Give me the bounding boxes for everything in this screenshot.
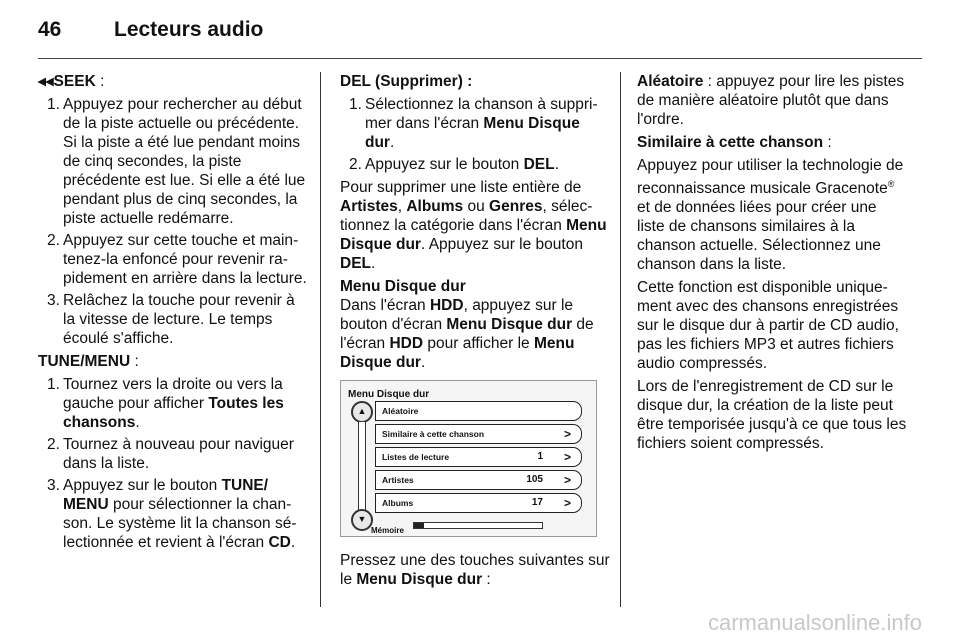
list-item: 1. Appuyez pour rechercher au début de la piste actuelle ou précédente. Si la piste a été lue pendant moins de cinq secondes, la piste précédente est lue. Si elle a été lue pendant plus de cinq secondes, la piste actuelle redémarre. [47,96,306,227]
list-item: 2. Appuyez sur cette touche et maintenez-la enfoncé pour revenir rapidement en arrière dans la lecture. [47,232,307,287]
column-divider-1 [320,72,321,607]
scroll-track [358,421,366,515]
chevron-right-icon: > [563,473,571,487]
header-rule [38,58,922,59]
memory-bar [413,522,543,529]
function-paragraph: Cette fonction est disponible uniquement avec des chansons enregistrées sur le disque dur à partir de CD audio, pas les fichiers MP3 et autres fichiers audio compressés. [637,279,899,373]
seek-heading: ◂◂SEEK : [38,73,105,90]
menu-row-albums: Albums 17 > [375,493,582,513]
list-item: 2. Appuyez sur le bouton DEL. [349,156,559,173]
delete-list-paragraph: Pour supprimer une liste entière de Artistes, Albums ou Genres, sélectionnez la catégorie dans l'écran Menu Disque dur. Appuyez sur le bouton DEL. [340,179,607,272]
menu-paragraph: Dans l'écran HDD, appuyez sur le bouton d'écran Menu Disque dur de l'écran HDD pour afficher le Menu Disque dur. [340,297,594,371]
del-list [340,95,610,174]
list-item: 1. Tournez vers la droite ou vers la gauche pour afficher Toutes les chansons. [47,376,284,431]
memory-bar-fill [414,523,424,528]
similar-heading: Similaire à cette chanson : [637,134,832,151]
scroll-down-icon: ▼ [351,509,373,531]
column-divider-2 [620,72,621,607]
page-header [38,18,263,42]
column-1 [38,72,308,556]
del-heading: DEL (Supprimer) : [340,73,473,90]
tune-list [38,375,308,552]
watermark: carmanualsonline.info [707,610,922,635]
press-paragraph: Pressez une des touches suivantes sur le Menu Disque dur : [340,552,610,588]
menu-heading: Menu Disque dur [340,278,466,295]
column-3 [637,72,907,457]
memory-label: Mémoire [371,526,404,535]
page-number: 46 [38,18,62,41]
menu-row-artists: Artistes 105 > [375,470,582,490]
chevron-right-icon: > [563,427,571,441]
chevron-right-icon: > [563,496,571,510]
similar-paragraph: Appuyez pour utiliser la technologie de reconnaissance musicale Gracenote® et de données liées pour créer une liste de chansons similaires à la chanson actuelle. Sélectionnez une chanson dans la liste. [637,157,904,274]
list-item: 2. Tournez à nouveau pour naviguer dans la liste. [47,436,294,472]
recording-paragraph: Lors de l'enregistrement de CD sur le disque dur, la création de la liste peut être temporisée jusqu'à ce que tous les fichiers soient compressés. [637,378,907,453]
list-item: 3. Relâchez la touche pour revenir à la vitesse de lecture. Le temps écoulé s'affiche. [47,292,295,347]
menu-row-random: Aléatoire [375,401,582,421]
list-item: 1. Sélectionnez la chanson à supprimer dans l'écran Menu Disque dur. [349,96,598,151]
column-2 [340,72,610,593]
chevron-right-icon: > [563,450,571,464]
menu-row-playlists: Listes de lecture 1 > [375,447,582,467]
screen-title: Menu Disque dur [348,389,430,400]
hdd-menu-screenshot [340,380,597,537]
random-paragraph: Aléatoire : appuyez pour lire les pistes de manière aléatoire plutôt que dans l'ordre. [637,73,905,128]
seek-list [38,95,308,348]
page-title: Lecteurs audio [114,18,264,41]
scroll-up-icon: ▲ [351,401,373,423]
menu-row-similar: Similaire à cette chanson > [375,424,582,444]
tune-heading: TUNE/MENU : [38,353,139,370]
list-item: 3. Appuyez sur le bouton TUNE/ MENU pour sélectionner la chanson. Le système lit la chanson sélectionnée et revient à l'écran CD. [47,477,297,551]
